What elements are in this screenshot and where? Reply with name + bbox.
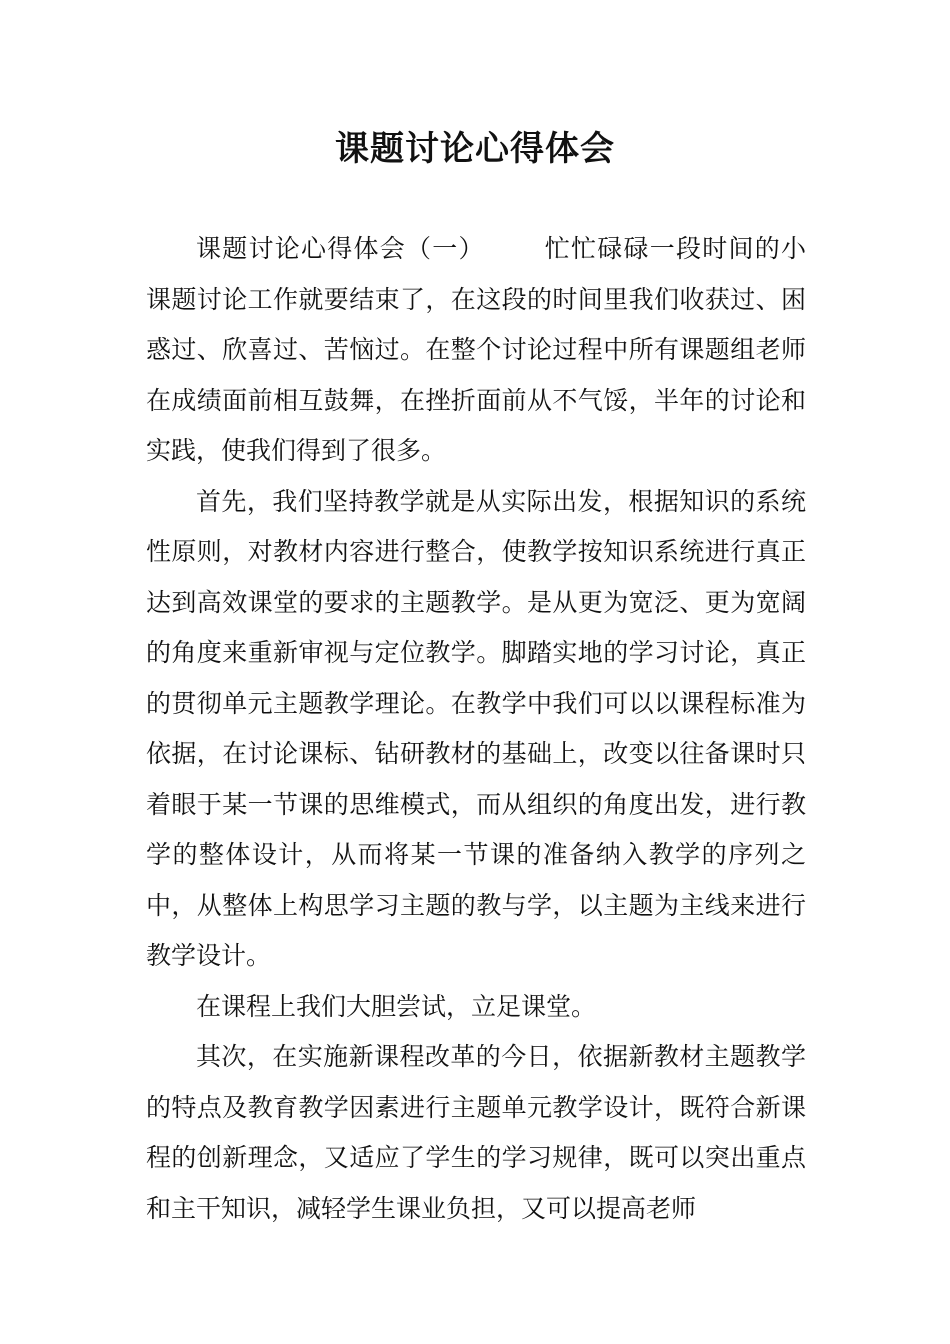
paragraph-4: 其次，在实施新课程改革的今日，依据新教材主题教学的特点及教育教学因素进行主题单元教学设计，既符合新课程的创新理念，又适应了学生的学习规律，既可以突出重点和主干知识，减轻学生课业负担，又可以提高老师 — [146, 1042, 806, 1223]
paragraph-1 — [146, 224, 806, 477]
paragraph-1-text: 忙忙碌碌一段时间的小课题讨论工作就要结束了，在这段的时间里我们收获过、困惑过、欣喜过、苦恼过。在整个讨论过程中所有课题组老师在成绩面前相互鼓舞，在挫折面前从不气馁，半年的讨论和实践，使我们得到了很多。 — [146, 234, 806, 465]
paragraph-2: 首先，我们坚持教学就是从实际出发，根据知识的系统性原则，对教材内容进行整合，使教学按知识系统进行真正达到高效课堂的要求的主题教学。是从更为宽泛、更为宽阔的角度来重新审视与定位教学。脚踏实地的学习讨论，真正的贯彻单元主题教学理论。在教学中我们可以以课程标准为依据，在讨论课标、钻研教材的基础上，改变以往备课时只着眼于某一节课的思维模式，而从组织的角度出发，进行教学的整体设计，从而将某一节课的准备纳入教学的序列之中，从整体上构思学习主题的教与学，以主题为主线来进行教学设计。 — [146, 486, 806, 970]
document-body — [146, 224, 806, 1234]
paragraph-3: 在课程上我们大胆尝试，立足课堂。 — [196, 991, 597, 1021]
intro-heading: 课题讨论心得体会（一） — [196, 234, 485, 263]
document-title: 课题讨论心得体会 — [335, 129, 615, 169]
